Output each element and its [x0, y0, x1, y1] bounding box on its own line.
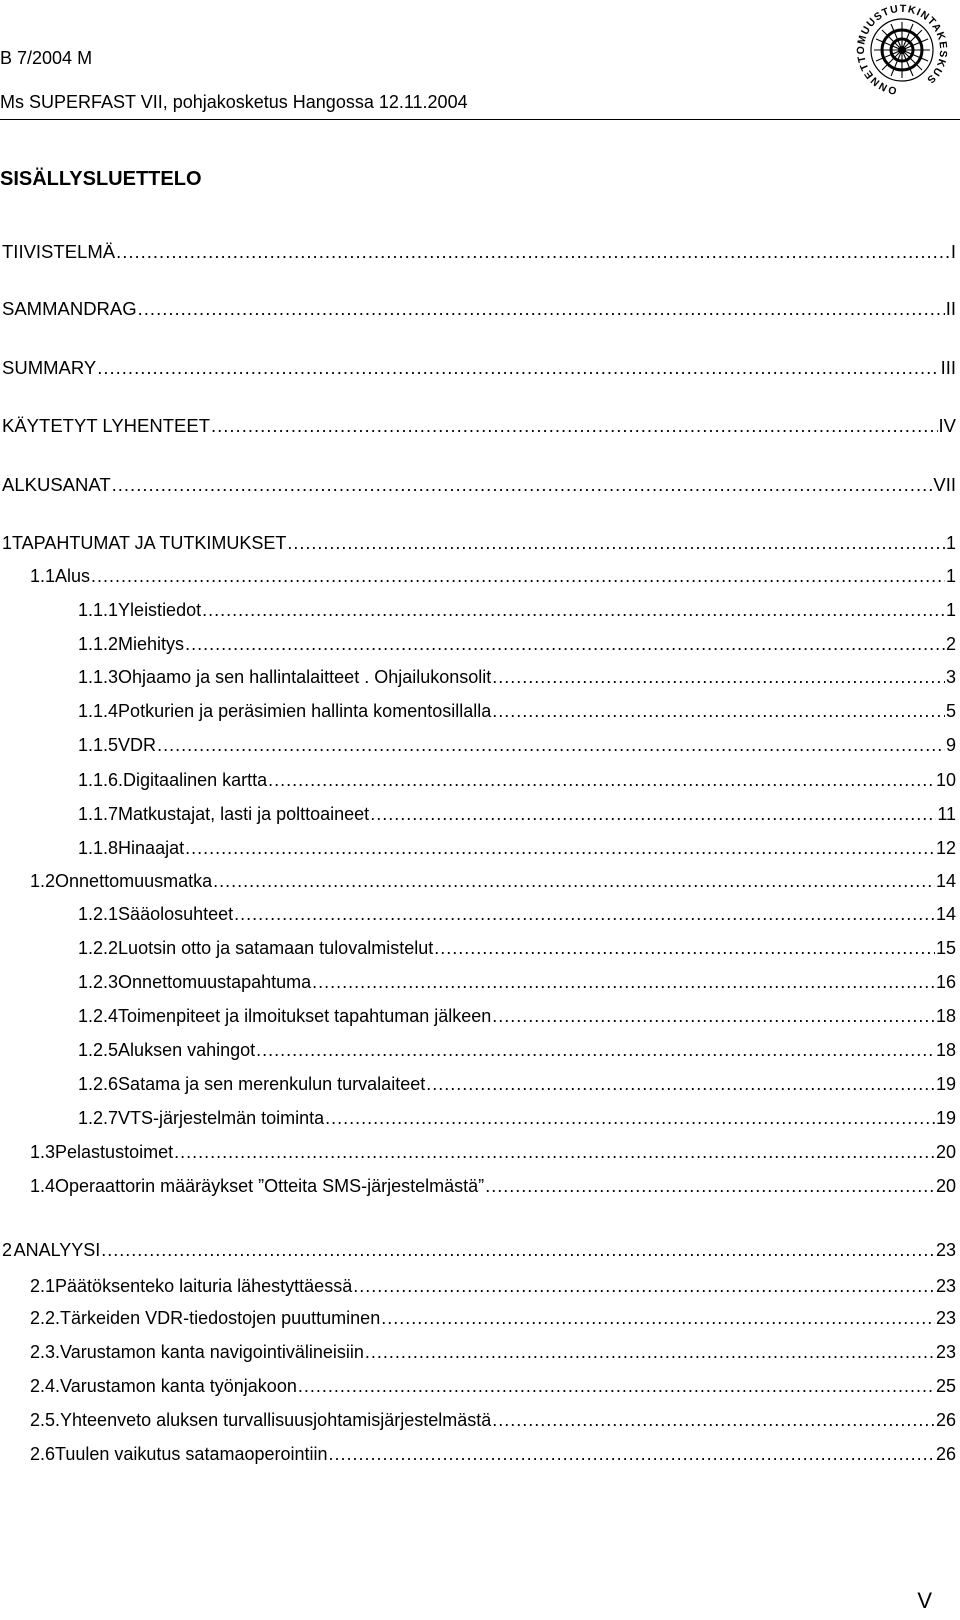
toc-entry-page: 16: [935, 972, 956, 992]
toc-leader-dots: [234, 902, 935, 926]
toc-entry-title: VDR: [118, 735, 157, 755]
toc-leader-dots: [202, 598, 945, 622]
toc-entry-title: Alus: [55, 566, 91, 586]
toc-entry-page: 23: [935, 1342, 956, 1362]
toc-leader-dots: [492, 665, 945, 689]
toc-entry-page: 26: [935, 1444, 956, 1464]
toc-entry-number: 1.3: [30, 1142, 56, 1162]
toc-entry-title: Ohjaamo ja sen hallintalaitteet . Ohjailukonsolit: [118, 667, 492, 687]
toc-entry-number: 1.1.3: [78, 667, 119, 687]
toc-entry-page: 12: [935, 838, 956, 858]
toc-entry-title: Matkustajat, lasti ja polttoaineet: [118, 804, 370, 824]
toc-entry-title: Potkurien ja peräsimien hallinta komentosillalla: [118, 701, 492, 721]
toc-leader-dots: [353, 1274, 935, 1298]
toc-leader-dots: [492, 1004, 935, 1028]
toc-leader-dots: [312, 970, 935, 994]
toc-entry-title: Tuulen vaikutus satamaoperointiin: [55, 1444, 328, 1464]
toc-entry-title: Pelastustoimet: [55, 1142, 174, 1162]
toc-entry[interactable]: [0, 1408, 956, 1432]
toc-entry-page: III: [940, 357, 956, 378]
toc-entry-page: 9: [945, 735, 956, 755]
toc-entry-number: 1.1.7: [78, 804, 119, 824]
toc-entry-title: SUMMARY: [2, 357, 97, 378]
toc-entry-number: 1.2.4: [78, 1006, 119, 1026]
toc-entry-number: 2.5.: [30, 1410, 61, 1430]
toc-entry[interactable]: [0, 733, 956, 757]
toc-entry-number: 1: [2, 533, 13, 553]
toc-leader-dots: [91, 564, 945, 588]
toc-entry-number: 1.2.7: [78, 1108, 119, 1128]
toc-entry-number: 1.1.5: [78, 735, 119, 755]
toc-entry-title: Varustamon kanta työnjakoon: [60, 1376, 297, 1396]
toc-entry-page: 3: [945, 667, 956, 687]
toc-entry-page: 1: [945, 600, 956, 620]
toc-entry[interactable]: [0, 356, 956, 380]
toc-entry[interactable]: [0, 297, 956, 321]
toc-entry[interactable]: [0, 1174, 956, 1198]
toc-entry-number: 1.1: [30, 566, 56, 586]
toc-entry[interactable]: [0, 1374, 956, 1398]
toc-leader-dots: [287, 531, 945, 555]
toc-entry-number: 1.2.5: [78, 1040, 119, 1060]
toc-leader-dots: [211, 414, 938, 438]
toc-entry-page: 25: [935, 1376, 956, 1396]
report-number: B 7/2004 M: [0, 48, 93, 68]
toc-entry-title: TAPAHTUMAT JA TUTKIMUKSET: [12, 533, 287, 553]
toc-entry-page: 10: [935, 770, 956, 790]
toc-entry-title: Toimenpiteet ja ilmoitukset tapahtuman jälkeen: [118, 1006, 492, 1026]
toc-entry-number: 1.4: [30, 1176, 56, 1196]
toc-entry-page: 5: [945, 701, 956, 721]
toc-leader-dots: [492, 699, 945, 723]
toc-entry[interactable]: [0, 564, 956, 588]
toc-entry[interactable]: [0, 1140, 956, 1164]
toc-title: SISÄLLYSLUETTELO: [0, 168, 202, 190]
toc-entry-page: 14: [935, 904, 956, 924]
toc-leader-dots: [213, 869, 935, 893]
toc-leader-dots: [138, 297, 945, 321]
toc-entry[interactable]: [0, 1004, 956, 1028]
toc-leader-dots: [329, 1442, 935, 1466]
toc-entry[interactable]: [0, 1340, 956, 1364]
toc-entry-title: Onnettomuustapahtuma: [118, 972, 312, 992]
toc-entry[interactable]: [0, 902, 956, 926]
toc-entry-number: 1.2.3: [78, 972, 119, 992]
toc-entry-title: KÄYTETYT LYHENTEET: [2, 415, 210, 436]
toc-entry-number: 1.2: [30, 871, 56, 891]
toc-entry-title: Tärkeiden VDR-tiedostojen puuttuminen: [60, 1308, 381, 1328]
toc-entry-title: SAMMANDRAG: [2, 298, 137, 319]
toc-entry-title: Miehitys: [118, 634, 185, 654]
toc-entry[interactable]: [0, 240, 956, 264]
toc-entry-page: 15: [935, 938, 956, 958]
toc-entry-number: 2.3.: [30, 1342, 61, 1362]
toc-entry-page: IV: [938, 415, 956, 436]
toc-entry-title: Päätöksenteko laituria lähestyttäessä: [55, 1276, 353, 1296]
toc-entry-title: VTS-järjestelmän toiminta: [118, 1108, 325, 1128]
toc-leader-dots: [434, 936, 935, 960]
toc-leader-dots: [185, 632, 945, 656]
toc-entry-title: Hinaajat: [118, 838, 185, 858]
toc-entry-title: Onnettomuusmatka: [55, 871, 213, 891]
toc-entry[interactable]: [0, 869, 956, 893]
toc-entry-page: 14: [935, 871, 956, 891]
toc-entry-title: Digitaalinen kartta: [123, 770, 268, 790]
toc-entry-page: 23: [935, 1276, 956, 1296]
page-number: V: [917, 1588, 932, 1613]
toc-leader-dots: [174, 1140, 935, 1164]
toc-entry-title: ANALYYSI: [13, 1240, 101, 1260]
toc-entry[interactable]: [0, 1274, 956, 1298]
toc-entry-title: TIIVISTELMÄ: [2, 241, 116, 262]
toc-entry-title: Yhteenveto aluksen turvallisuusjohtamisjärjestelmästä: [60, 1410, 492, 1430]
toc-leader-dots: [112, 473, 933, 497]
toc-entry-page: II: [945, 298, 956, 319]
toc-leader-dots: [426, 1072, 935, 1096]
toc-entry-page: 18: [935, 1040, 956, 1060]
toc-entry-number: 1.2.1: [78, 904, 119, 924]
toc-entry-number: 1.1.8: [78, 838, 119, 858]
toc-entry-page: VII: [933, 474, 956, 495]
toc-entry[interactable]: [0, 531, 956, 555]
toc-entry-title: Varustamon kanta navigointivälineisiin: [60, 1342, 364, 1362]
toc-entry[interactable]: [0, 802, 956, 826]
toc-entry-number: 1.1.6.: [78, 770, 124, 790]
toc-entry-page: 1: [945, 566, 956, 586]
toc-leader-dots: [370, 802, 936, 826]
toc-entry-number: 2.1: [30, 1276, 56, 1296]
toc-leader-dots: [485, 1174, 935, 1198]
toc-leader-dots: [298, 1374, 935, 1398]
page-header: [0, 0, 960, 124]
toc-entry[interactable]: [0, 1106, 956, 1130]
toc-entry[interactable]: [0, 598, 956, 622]
toc-leader-dots: [256, 1038, 935, 1062]
toc-entry-title: Aluksen vahingot: [118, 1040, 256, 1060]
header-rule: [0, 119, 960, 120]
toc-entry-page: 11: [937, 804, 956, 824]
toc-entry[interactable]: [0, 768, 956, 792]
toc-leader-dots: [492, 1408, 935, 1432]
toc-entry-page: 26: [935, 1410, 956, 1430]
toc-entry-page: 19: [935, 1074, 956, 1094]
toc-entry-number: 1.2.2: [78, 938, 119, 958]
toc-entry-page: 1: [945, 533, 956, 553]
toc-entry[interactable]: [0, 1238, 956, 1262]
toc-entry-page: 18: [935, 1006, 956, 1026]
toc-entry[interactable]: [0, 473, 956, 497]
toc-leader-dots: [97, 356, 939, 380]
toc-entry-page: 20: [935, 1176, 956, 1196]
toc-leader-dots: [268, 768, 935, 792]
toc-entry-number: 2.4.: [30, 1376, 61, 1396]
toc-entry[interactable]: [0, 632, 956, 656]
toc-entry-page: 20: [935, 1142, 956, 1162]
toc-entry-title: Yleistiedot: [118, 600, 202, 620]
toc-entry-number: 2.2.: [30, 1308, 61, 1328]
toc-entry[interactable]: [0, 1442, 956, 1466]
toc-entry[interactable]: [0, 1072, 956, 1096]
toc-entry-number: 1.1.1: [78, 600, 119, 620]
toc-entry[interactable]: [0, 1038, 956, 1062]
toc-leader-dots: [157, 733, 945, 757]
toc-entry[interactable]: [0, 970, 956, 994]
toc-entry-number: 1.1.4: [78, 701, 119, 721]
toc-entry-page: 19: [935, 1108, 956, 1128]
toc-leader-dots: [365, 1340, 935, 1364]
toc-leader-dots: [116, 240, 950, 264]
toc-entry-page: I: [950, 241, 956, 262]
toc-entry-page: 23: [935, 1308, 956, 1328]
toc-leader-dots: [325, 1106, 935, 1130]
agency-seal-logo: [852, 0, 952, 116]
toc-entry-number: 2: [2, 1240, 13, 1260]
toc-entry-number: 1.2.6: [78, 1074, 119, 1094]
toc-leader-dots: [101, 1238, 935, 1262]
toc-entry[interactable]: [0, 414, 956, 438]
toc-entry-number: 1.1.2: [78, 634, 119, 654]
toc-entry[interactable]: [0, 699, 956, 723]
report-subtitle: Ms SUPERFAST VII, pohjakosketus Hangossa 12.11.2004: [0, 92, 468, 112]
toc-entry-title: Sääolosuhteet: [118, 904, 234, 924]
toc-leader-dots: [185, 836, 935, 860]
toc-entry[interactable]: [0, 1306, 956, 1330]
toc-entry-page: 23: [935, 1240, 956, 1260]
toc-entry-page: 2: [945, 634, 956, 654]
toc-entry[interactable]: [0, 936, 956, 960]
toc-entry-title: Luotsin otto ja satamaan tulovalmistelut: [118, 938, 434, 958]
toc-entry-number: 2.6: [30, 1444, 56, 1464]
toc-entry-title: ALKUSANAT: [2, 474, 111, 495]
toc-entry-title: Satama ja sen merenkulun turvalaiteet: [118, 1074, 426, 1094]
toc-leader-dots: [381, 1306, 935, 1330]
toc-entry[interactable]: [0, 665, 956, 689]
svg-text:ONNETTOMUUSTUTKINTAKESKUS: ONNETTOMUUSTUTKINTAKESKUS: [855, 2, 950, 97]
toc-entry-title: Operaattorin määräykset ”Otteita SMS-järjestelmästä”: [55, 1176, 485, 1196]
toc-entry[interactable]: [0, 836, 956, 860]
